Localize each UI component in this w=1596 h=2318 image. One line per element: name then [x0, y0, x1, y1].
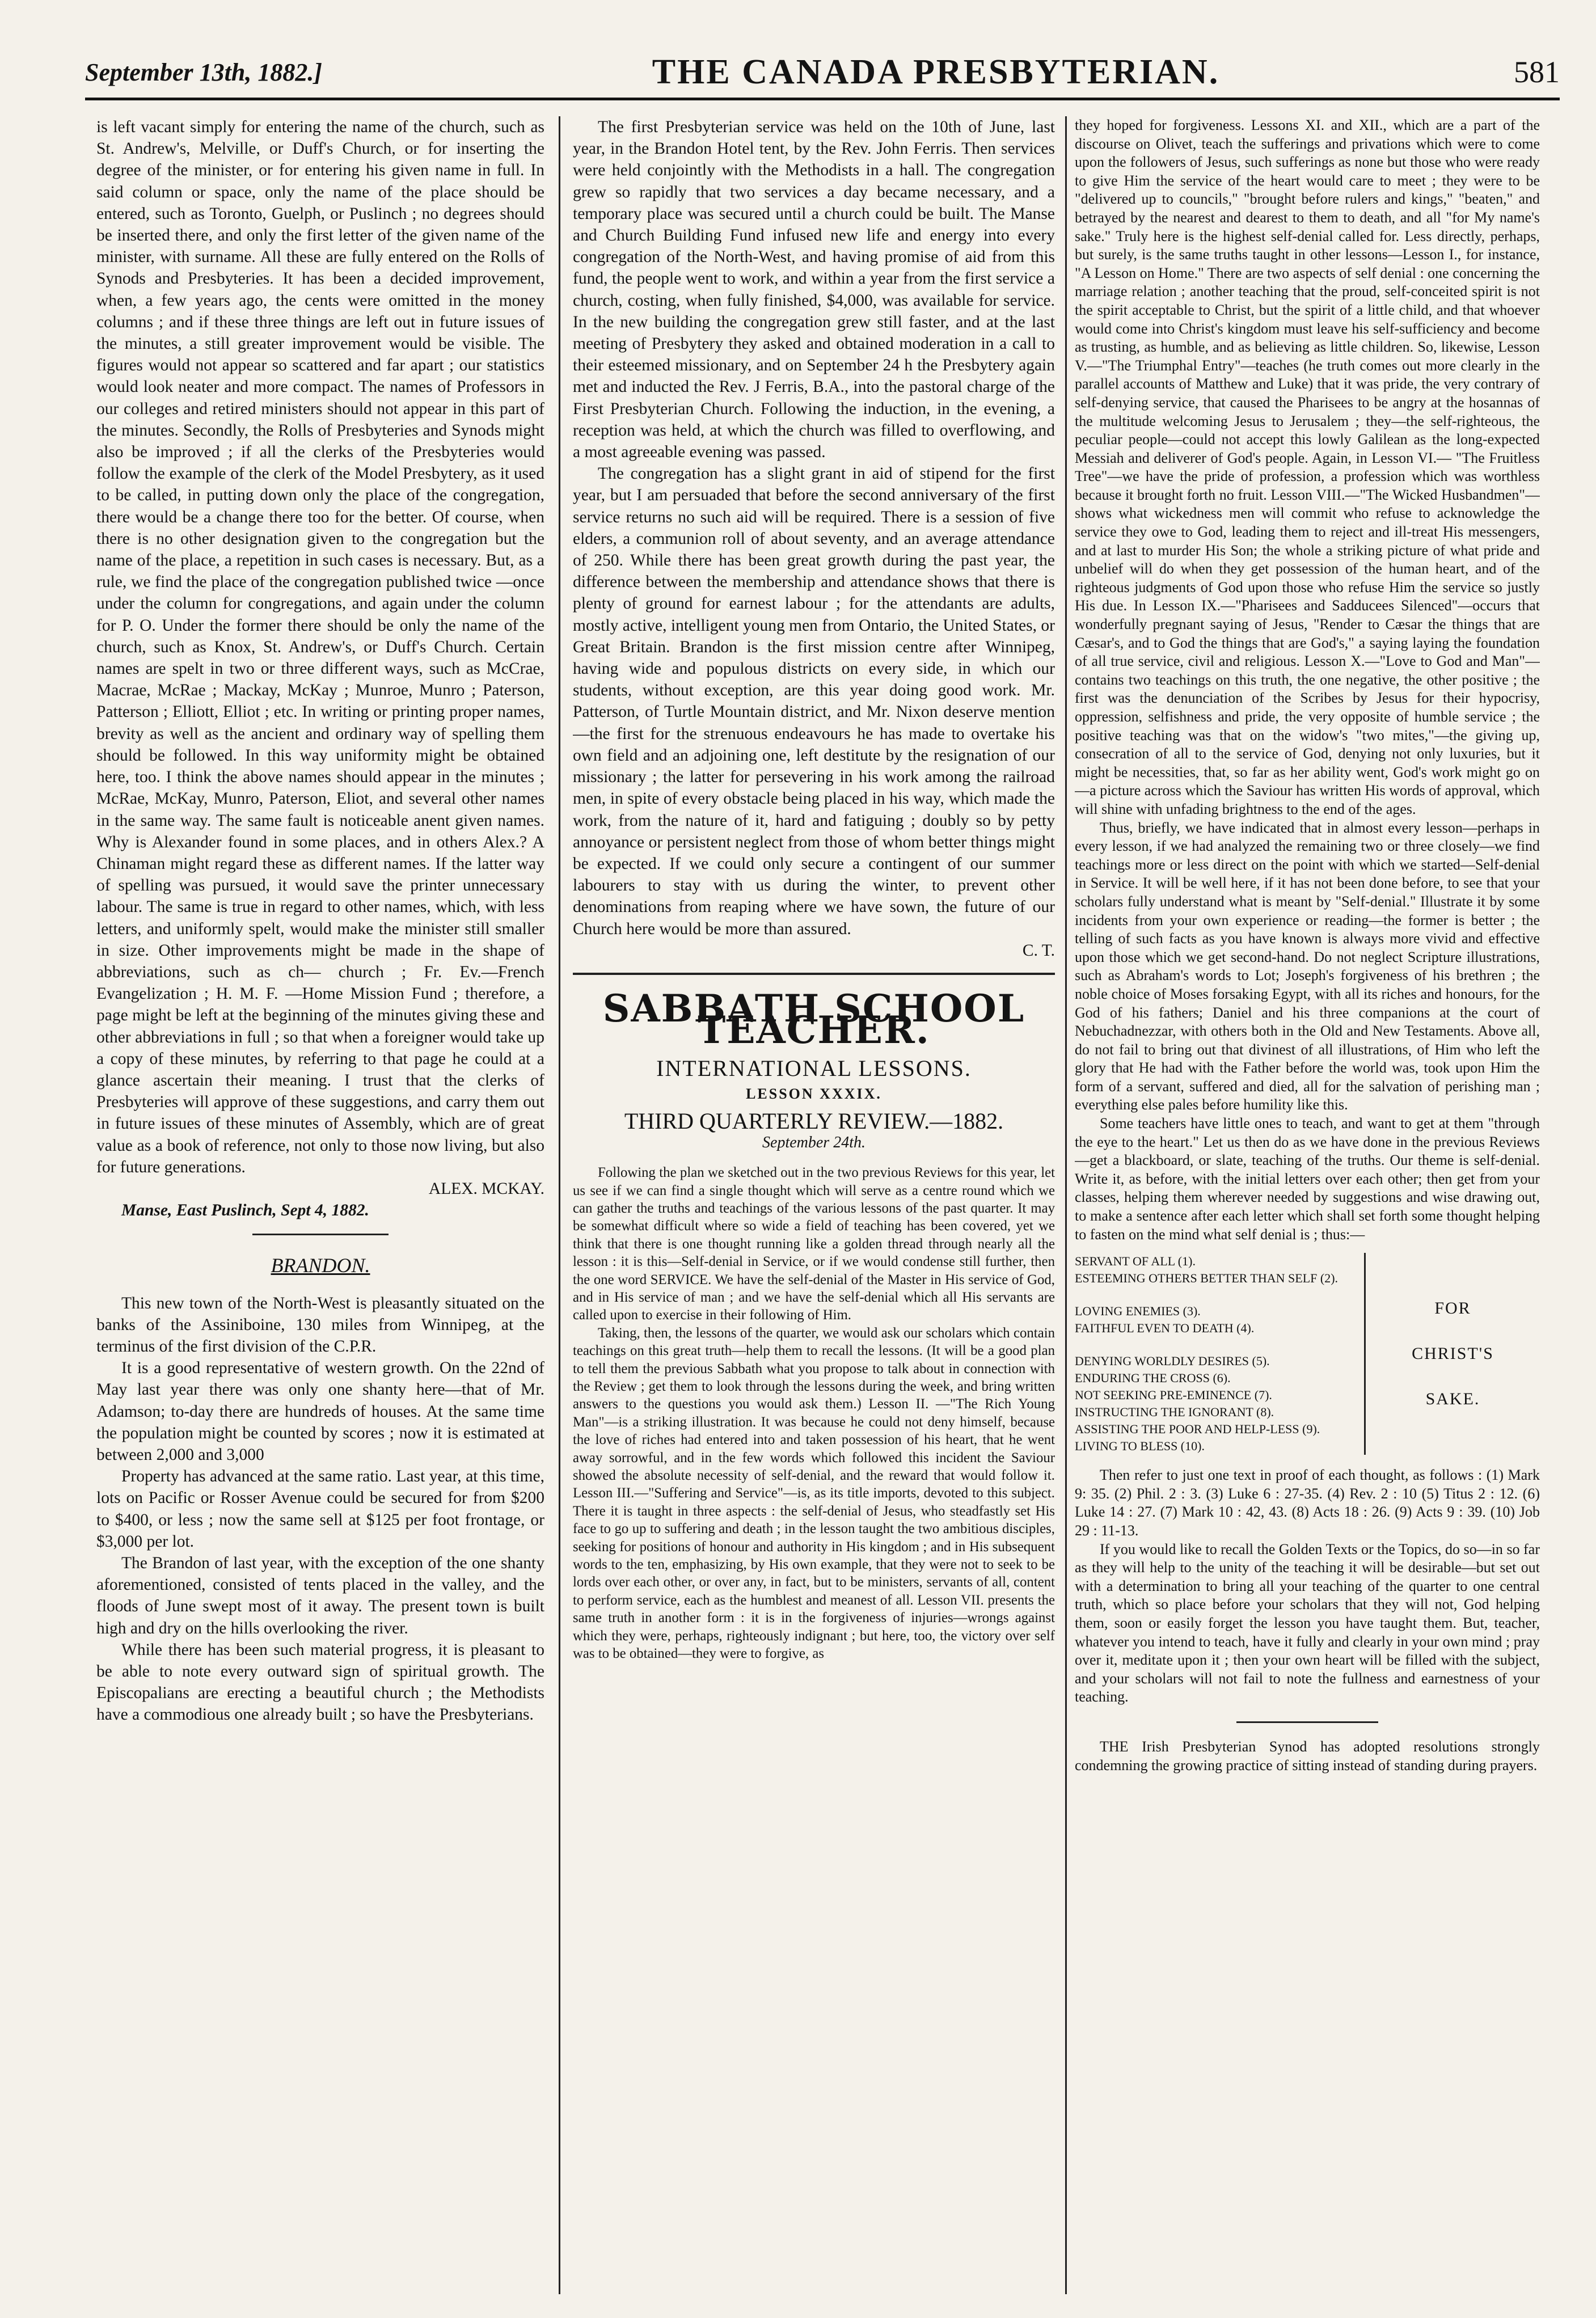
letter-dateline: Manse, East Puslinch, Sept 4, 1882.: [121, 1201, 369, 1220]
brandon-paragraph: This new town of the North-West is pleasantly situated on the banks of the Assiniboine, 130 miles from Winnipeg, at the terminus of the first division of the C.P.R.: [96, 1294, 544, 1356]
review-title: THIRD QUARTERLY REVIEW.—1882.: [624, 1108, 1004, 1134]
masthead-title: THE CANADA PRESBYTERIAN.: [652, 52, 1220, 91]
acrostic-gap: [1075, 1287, 1358, 1303]
acrostic-list: [1075, 1253, 1366, 1455]
brandon-paragraph: The congregation has a slight grant in aid of stipend for the first year, but I am persuaded that before the second anniversary of the first service returns no such aid will be required. There is a session of five elders, a communion roll of about seventy, and an average attendance of 250. While there has been great growth during the past year, the difference between the membership and attendance shows that there is plenty of ground for earnest labour ; for the attendants are adults, mostly active, intelligent young men from Ontario, the United States, or Great Britain. Brandon is the first mission centre after Winnipeg, having wide and populous districts on every side, in which our students, without exception, are this year doing good work. Mr. Patterson, of Turtle Mountain district, and Mr. Nixon deserve mention—the first for the strenuous endeavours he has made to overtake his own field and an adjoining one, left destitute by the resignation of our missionary ; the latter for persevering in his work among the railroad men, in spite of every obstacle being placed in his way, which made the work, from the nature of it, hard and fatiguing ; doubly so by petty annoyance or persistent neglect from those of whom better things might be expected. If we could only secure a contingent of our summer labourers to stay with us during the winter, to prevent other denominations from reaping where we have sown, the future of our Church here would be more than assured.: [573, 465, 1055, 938]
lesson-paragraph: Thus, briefly, we have indicated that in almost every lesson—perhaps in every lesson, if we had analyzed the remaining two or three closely—we find teachings more or less direct on the point with which we started—Self-denial in Service. It will be well here, if it has not been done before, to see that your scholars fully understand what is meant by "Self-denial." Illustrate it by some incidents from your own experience or reading—the former is better ; the telling of such facts as you have known is always more vivid and effective upon those which we get second-hand. Do not neglect Scripture illustrations, such as Abraham's words to Lot; Joseph's forgiveness of his brethren ; the noble choice of Moses forsaking Egypt, with all its riches and honours, for the God of his fathers; Daniel and his three companions at the court of Nebuchadnezzar, with others both in the Old and New Testaments. Above all, do not fail to bring out that divinest of all illustrations, of Him who left the glory that He had with the Father before the world was, took upon Him the form of a servant, suffered and died, all for the salvation of perishing man ; everything else pales before humility like this.: [1075, 819, 1540, 1113]
acrostic-line: INSTRUCTING THE IGNORANT (8).: [1075, 1405, 1274, 1420]
acrostic-line: LIVING TO BLESS (10).: [1075, 1439, 1205, 1454]
signature-row: [96, 1178, 544, 1200]
acrostic-line: ESTEEMING OTHERS BETTER THAN SELF (2).: [1075, 1271, 1339, 1286]
acrostic-line: ASSISTING THE POOR AND HELP-LESS (9).: [1075, 1422, 1320, 1437]
lesson-paragraph: they hoped for forgiveness. Lessons XI. and XII., which are a part of the discourse on Olivet, teach the sufferings and privations which were to come upon the followers of Jesus, such sufferings as none but those who were ready to give Him the service of the heart would care to meet ; they were to be "delivered up to councils," "brought before rulers and kings," "beaten," and betrayed by the nearest and dearest to them to death, and all "for My name's sake." Truly here is the highest self-denial called for. Less directly, perhaps, but surely, is the same truths taught in other lessons—Lesson I., for instance, "A Lesson on Home." There are two aspects of self denial : one concerning the marriage relation ; another teaching that the proud, self-conceited spirit is not the spirit acceptable to Christ, but the spirit of a little child, and that whoever would come into Christ's kingdom must leave his self-sufficiency and become as trusting, as humble, and as believing as little children. So, likewise, Lesson V.—"The Triumphal Entry"—teaches (he truth comes out more clearly in the parallel accounts of Matthew and Luke) that it was pride, the very contrary of self-denying service, that caused the Pharisees to be angry at the hosannas of the multitude welcoming Jesus to Jerusalem ; they—the self-righteous, the peculiar people—could not accept this lowly Galilean as the long-expected Messiah and deliverer of God's people. Again, in Lesson VI.— "The Fruitless Tree"—we have the pride of profession, a profession which was worthless because it brought forth no fruit. Lesson VIII.—"The Wicked Husbandmen"—shows what wickedness men will commit who refuse to acknowledge the service they owe to God, leading them to reject and ill-treat His messengers, and at last to murder His Son; the whole a striking picture of what pride and unbelief will do when they get possession of the human heart, and of the righteous judgments of God upon those who refuse Him the service so justly His due. In Lesson IX.—"Pharisees and Sadducees Silenced"—occurs that wonderfully pregnant saying of Jesus, "Render to Cæsar the things that are Cæsar's, and to God the things that are God's," a saying laying the foundation of all true service, civil and religious. Lesson X.—"Love to God and Man"—contains two teachings on this truth, the one negative, the other positive ; the first was the denunciation of the Scribes by Jesus for their hypocrisy, oppression, selfishness and pride, the very opposite of humble service ; the positive teaching was that on the widow's "two mites,"—the giving up, consecration of all to the service of God, denying not only luxuries, but it might be necessities, that, so far as her ability went, God's work might go on—a picture across which the Saviour has written His words of approval, which will shine with unfading brightness to the end of the ages.: [1075, 117, 1540, 817]
issue-date: September 13th, 1882.]: [85, 58, 322, 86]
author-initials: C. T.: [1022, 941, 1055, 960]
lesson-paragraph: Then refer to just one text in proof of each thought, as follows : (1) Mark 9: 35. (2) Phil. 2 : 3. (3) Luke 6 : 27-35. (4) Rev. 2 : 10 (5) Titus 2 : 12. (6) Luke 14 : 27. (7) Mark 10 : 42, 43. (8) Acts 18 : 26. (9) Acts 9 : 39. (10) Job 29 : 11-13.: [1075, 1467, 1540, 1539]
acrostic-line: FAITHFUL EVEN TO DEATH (4).: [1075, 1321, 1255, 1336]
section-rule: [252, 1234, 389, 1235]
acrostic-side-word: SAKE.: [1425, 1390, 1480, 1409]
acrostic-side-label: [1366, 1286, 1540, 1422]
international-lessons-heading: INTERNATIONAL LESSONS.: [656, 1055, 972, 1082]
acrostic-line: ENDURING THE CROSS (6).: [1075, 1371, 1231, 1386]
lesson-paragraph: Some teachers have little ones to teach, and want to get at them "through the eye to the heart." Let us then do as we have done in the previous Reviews—get a blackboard, or slate, teaching of the truths. Our theme is self-denial. Write it, as before, with the initial letters over each other; then get from your classes, helping them wherever needed by suggestions and wise drawing out, to make a sentence after each letter which shall set forth some thought helping to fasten on the mind what self denial is ; thus:—: [1075, 1115, 1540, 1243]
brandon-paragraph: It is a good representative of western growth. On the 22nd of May last year there was only one shanty here—that of Mr. Adamson; to-day there are hundreds of houses. At the same time the population might be counted by scores ; now it is estimated at between 2,000 and 3,000: [96, 1359, 544, 1464]
page-number: 581: [1514, 55, 1560, 89]
self-denial-acrostic: [1075, 1253, 1540, 1455]
acrostic-side-word: FOR: [1434, 1299, 1471, 1318]
review-date: September 24th.: [762, 1133, 865, 1151]
acrostic-gap: [1075, 1337, 1358, 1353]
page-header: [85, 47, 1560, 98]
section-rule: [573, 973, 1055, 975]
initials-row: [573, 940, 1055, 961]
acrostic-line: SERVANT OF ALL (1).: [1075, 1254, 1196, 1269]
column-1: [96, 116, 544, 2300]
lesson-paragraph: Taking, then, the lessons of the quarter, we would ask our scholars which contain teachings on this great truth—help them to recall the lessons. (It will be a good plan to tell them the previous Sabbath what you propose to talk about in connection with the Review ; get them to look through the lessons during the week, and bring written answers to the questions you would ask them.) Lesson II. —"The Rich Young Man"—is a striking illustration. It was because he could not deny himself, because the love of riches had entered into and taken possession of his heart, that he went away sorrowful, and in the few words which followed this incident the Saviour showed the absolute necessity of self-denial, and the reward that would follow it. Lesson III.—"Suffering and Service"—is, as its title imports, devoted to this subject. There it is taught in three aspects : the self-denial of Jesus, who steadfastly set His face to go up to suffering and death ; in the lesson taught the two ambitious disciples, seeking for positions of honour and authority in His kingdom ; and in His subsequent words to the ten, emphasizing, by His own example, that they were not to seek to be lords over each other, or over any, in fact, but to be ministers, servants of all, content to perform service, each as the humblest and meanest of all. Lesson VII. presents the same truth in another form : it is in the forgiveness of injuries—wrongs against which they were, perhaps, righteously indignant ; but here, too, the victory over self was to be obtained—they were to forgive, as: [573, 1325, 1055, 1662]
lesson-paragraph: If you would like to recall the Golden Texts or the Topics, do so—in so far as they will help to the unity of the teaching it will be desirable—but set out with a determination to bring all your teaching of the quarter to one central truth, which so place before your scholars that they will not, God helping them, soon or easily forget the lesson you have taught them. But, teacher, whatever you intend to teach, have it fully and clearly in your own mind ; pray over it, meditate upon it ; then your own heart will be filled with the subject, and your scholars will not fail to note the fullness and earnestness of your teaching.: [1075, 1540, 1540, 1705]
column-2: [573, 116, 1055, 2300]
brandon-paragraph: While there has been such material progress, it is pleasant to be able to note every outward sign of spiritual growth. The Episcopalians are erecting a beautiful church ; the Methodists have a commodious one already built ; so have the Presbyterians.: [96, 1640, 544, 1724]
lesson-paragraph: Following the plan we sketched out in the two previous Reviews for this year, let us see if we can find a single thought which will serve as a centre round which we can gather the truths and teachings of the various lessons of the past quarter. It may be somewhat difficult where so wide a field of teaching has been covered, yet we think that there is one thought running like a golden thread through nearly all the lesson : it is this—Self-denial in Service, or if we would condense still further, then the one word SERVICE. We have the self-denial of the Master in His service of God, and in His service of man ; and we have the self-denial which all His servants are called upon to exercise in their following of Him.: [573, 1165, 1055, 1323]
column-divider: [559, 116, 560, 2294]
brandon-paragraph: The Brandon of last year, with the exception of the one shanty aforementioned, consisted of tents placed in the valley, and the floods of June swept most of it away. The present town is built high and dry on the hills overlooking the river.: [96, 1554, 544, 1637]
sabbath-school-teacher-heading: SABBATH SCHOOL TEACHER.: [602, 986, 1025, 1053]
letter-paragraph: is left vacant simply for entering the name of the church, such as St. Andrew's, Melville, or Duff's Church, or for inserting the degree of the minister, or for entering his given name in full. In said column or space, only the name of the place should be entered, such as Toronto, Guelph, or Puslinch ; no degrees should be inserted there, and only the first letter of the given name of the minister, with surname. All these are fully entered on the Rolls of Synods and Presbyteries. It has been a decided improvement, when, a few years ago, the cents were omitted in the money columns ; and if these three things are left out in future issues of the minutes, a still greater improvement would be visible. The figures would not appear so scattered and far apart ; our statistics would look neater and more compact. The names of Professors in our colleges and retired ministers should not appear in this part of the minutes. Secondly, the Rolls of Presbyteries and Synods might also be improved ; if all the clerks of the Presbyteries would follow the example of the clerk of the Model Presbytery, as it used to be called, in putting down only the place of the congregation, there would be a change there too for the better. Of course, when there is no other designation given to the congregation but the name of the place, a repetition in such cases is necessary. But, as a rule, we find the place of the congregation published twice —once under the column for congregations, and again under the column for P. O. Under the former there should be only the name of the church, such as Knox, St. Andrew's, or Duff's Church. Certain names are spelt in two or three different ways, such as McCrae, Macrae, McRae ; Mackay, McKay ; Munroe, Munro ; Paterson, Patterson ; Elliott, Elliot ; etc. In writing or printing proper names, brevity as well as the ancient and ordinary way of spelling them should be followed. In this way uniformity might be obtained here, too. I think the above names should appear in the minutes ; McRae, McKay, Munro, Paterson, Eliot, and several other names in the same way. The same fault is noticeable anent given names. Why is Alexander found in some places, and in others Alex.? A Chinaman might regard these as different names. If the latter way of spelling was pursued, it would save the printer unnecessary labour. The same is true in regard to other names, which, with less letters, and uniformly spelt, would make the minister still smaller in size. Other improvements might be made in the shape of abbreviations, such as ch— church ; Fr. Ev.—French Evangelization ; H. M. F. —Home Mission Fund ; therefore, a page might be left at the beginning of the minutes giving these and other abbreviations in full ; so that when a foreigner would take up a copy of these minutes, by referring to that page he could at a glance ascertain their meaning. I trust that the clerks of Presbyteries will approve of these suggestions, and carry them out in future issues of these minutes of Assembly, which are of great value as a book of reference, not only to those now living, but also for future generations.: [96, 118, 544, 1176]
letter-signature: ALEX. MCKAY.: [428, 1179, 544, 1198]
lesson-number: LESSON XXXIX.: [746, 1085, 882, 1102]
acrostic-line: LOVING ENEMIES (3).: [1075, 1304, 1201, 1319]
column-3: [1075, 116, 1540, 2300]
section-rule: [1236, 1721, 1378, 1723]
acrostic-side-word: CHRIST'S: [1412, 1344, 1494, 1363]
brandon-heading: BRANDON.: [271, 1254, 370, 1277]
acrostic-line: NOT SEEKING PRE-EMINENCE (7).: [1075, 1388, 1272, 1403]
brandon-paragraph: Property has advanced at the same ratio. Last year, at this time, lots on Pacific or Rosser Avenue could be secured for from $200 to $400, or less ; now the same sell at $125 per foot frontage, or $3,000 per lot.: [96, 1467, 544, 1551]
news-note: THE Irish Presbyterian Synod has adopted resolutions strongly condemning the growing practice of sitting instead of standing during prayers.: [1075, 1738, 1540, 1774]
column-divider: [1065, 116, 1067, 2294]
brandon-paragraph: The first Presbyterian service was held on the 10th of June, last year, in the Brandon Hotel tent, by the Rev. John Ferris. Then services were held conjointly with the Methodists in a hall. The congregation grew so rapidly that two services a day became necessary, and a temporary place was secured until a church could be built. The Manse and Church Building Fund infused new life and energy into every congregation of the North-West, and having promise of aid from this fund, the people went to work, and within a year from the first service a church, costing, when fully finished, $4,000, was available for service. In the new building the congregation grew still faster, and at the last meeting of Presbytery they asked and obtained moderation in a call to their esteemed missionary, and on September 24 h the Presbytery again met and inducted the Rev. J Ferris, B.A., into the pastoral charge of the First Presbyterian Church. Following the induction, in the evening, a reception was held, at which the church was filled to overflowing, and a most agreeable evening was passed.: [573, 118, 1055, 462]
header-rule: [85, 98, 1560, 100]
acrostic-line: DENYING WORLDLY DESIRES (5).: [1075, 1354, 1270, 1369]
